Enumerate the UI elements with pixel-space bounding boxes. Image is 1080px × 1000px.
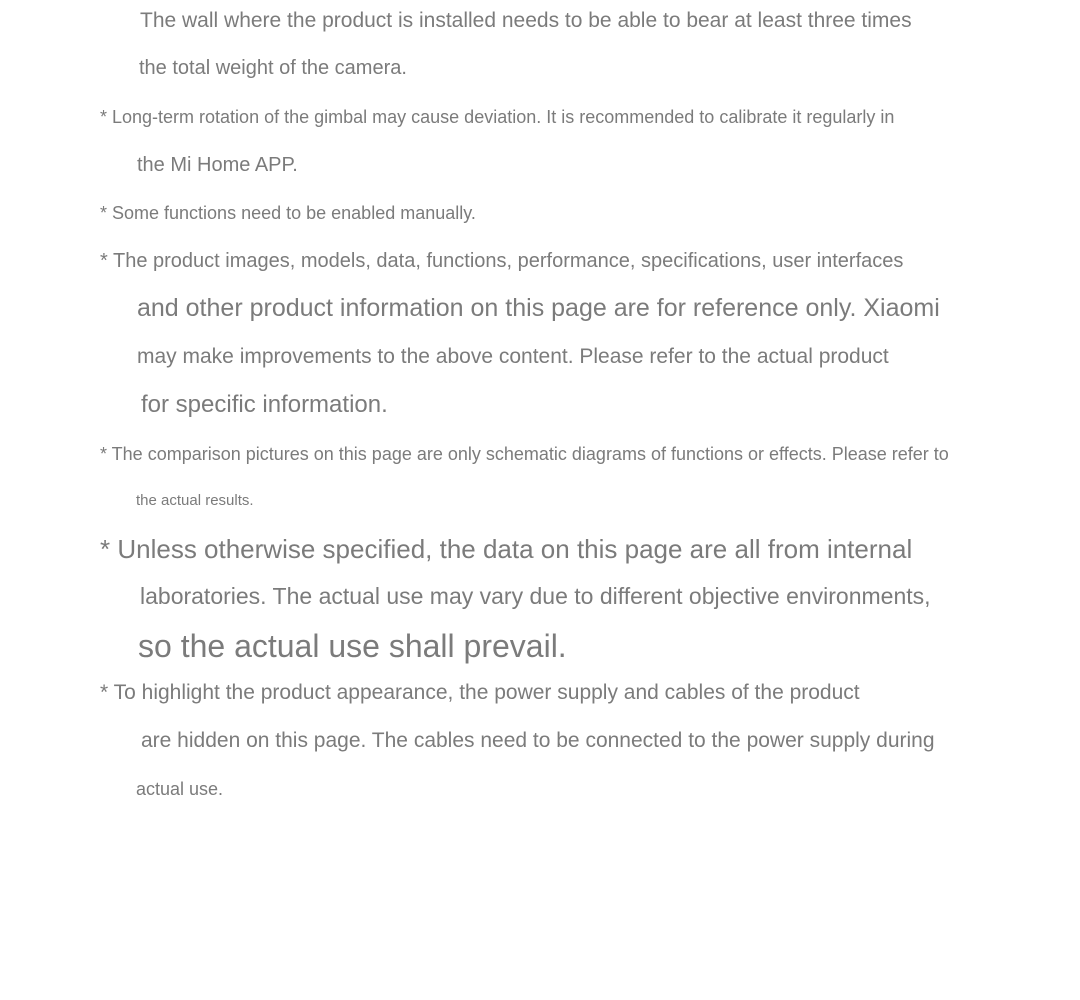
note-reference-line-2: and other product information on this page are for reference only. Xiaomi xyxy=(137,294,940,322)
note-cables-line-3: actual use. xyxy=(136,779,224,799)
note-comparison-line-2: the actual results. xyxy=(136,492,254,509)
note-gimbal-line-2: the Mi Home APP. xyxy=(137,154,298,176)
note-reference-line-1: * The product images, models, data, functions, performance, specifications, user interfaces xyxy=(100,250,904,272)
note-reference-line-3: may make improvements to the above content. Please refer to the actual product xyxy=(137,345,889,368)
note-functions-line-1: * Some functions need to be enabled manually. xyxy=(100,203,476,223)
note-laboratory-line-1: * Unless otherwise specified, the data on this page are all from internal xyxy=(100,534,913,564)
note-cables-line-1: * To highlight the product appearance, the power supply and cables of the product xyxy=(100,681,860,704)
note-laboratory-line-2: laboratories. The actual use may vary due to different objective environments, xyxy=(140,583,931,609)
note-reference-line-4: for specific information. xyxy=(141,391,388,418)
note-cables-line-2: are hidden on this page. The cables need to be connected to the power supply during xyxy=(141,729,935,752)
note-installation-line-2: the total weight of the camera. xyxy=(139,57,407,79)
note-gimbal-line-1: * Long-term rotation of the gimbal may cause deviation. It is recommended to calibrate it regularly in xyxy=(100,107,895,127)
note-installation-line-1: The wall where the product is installed needs to be able to bear at least three times xyxy=(140,9,912,32)
note-laboratory-line-3: so the actual use shall prevail. xyxy=(138,628,567,664)
note-comparison-line-1: * The comparison pictures on this page are only schematic diagrams of functions or effects. Please refer to xyxy=(100,444,949,464)
